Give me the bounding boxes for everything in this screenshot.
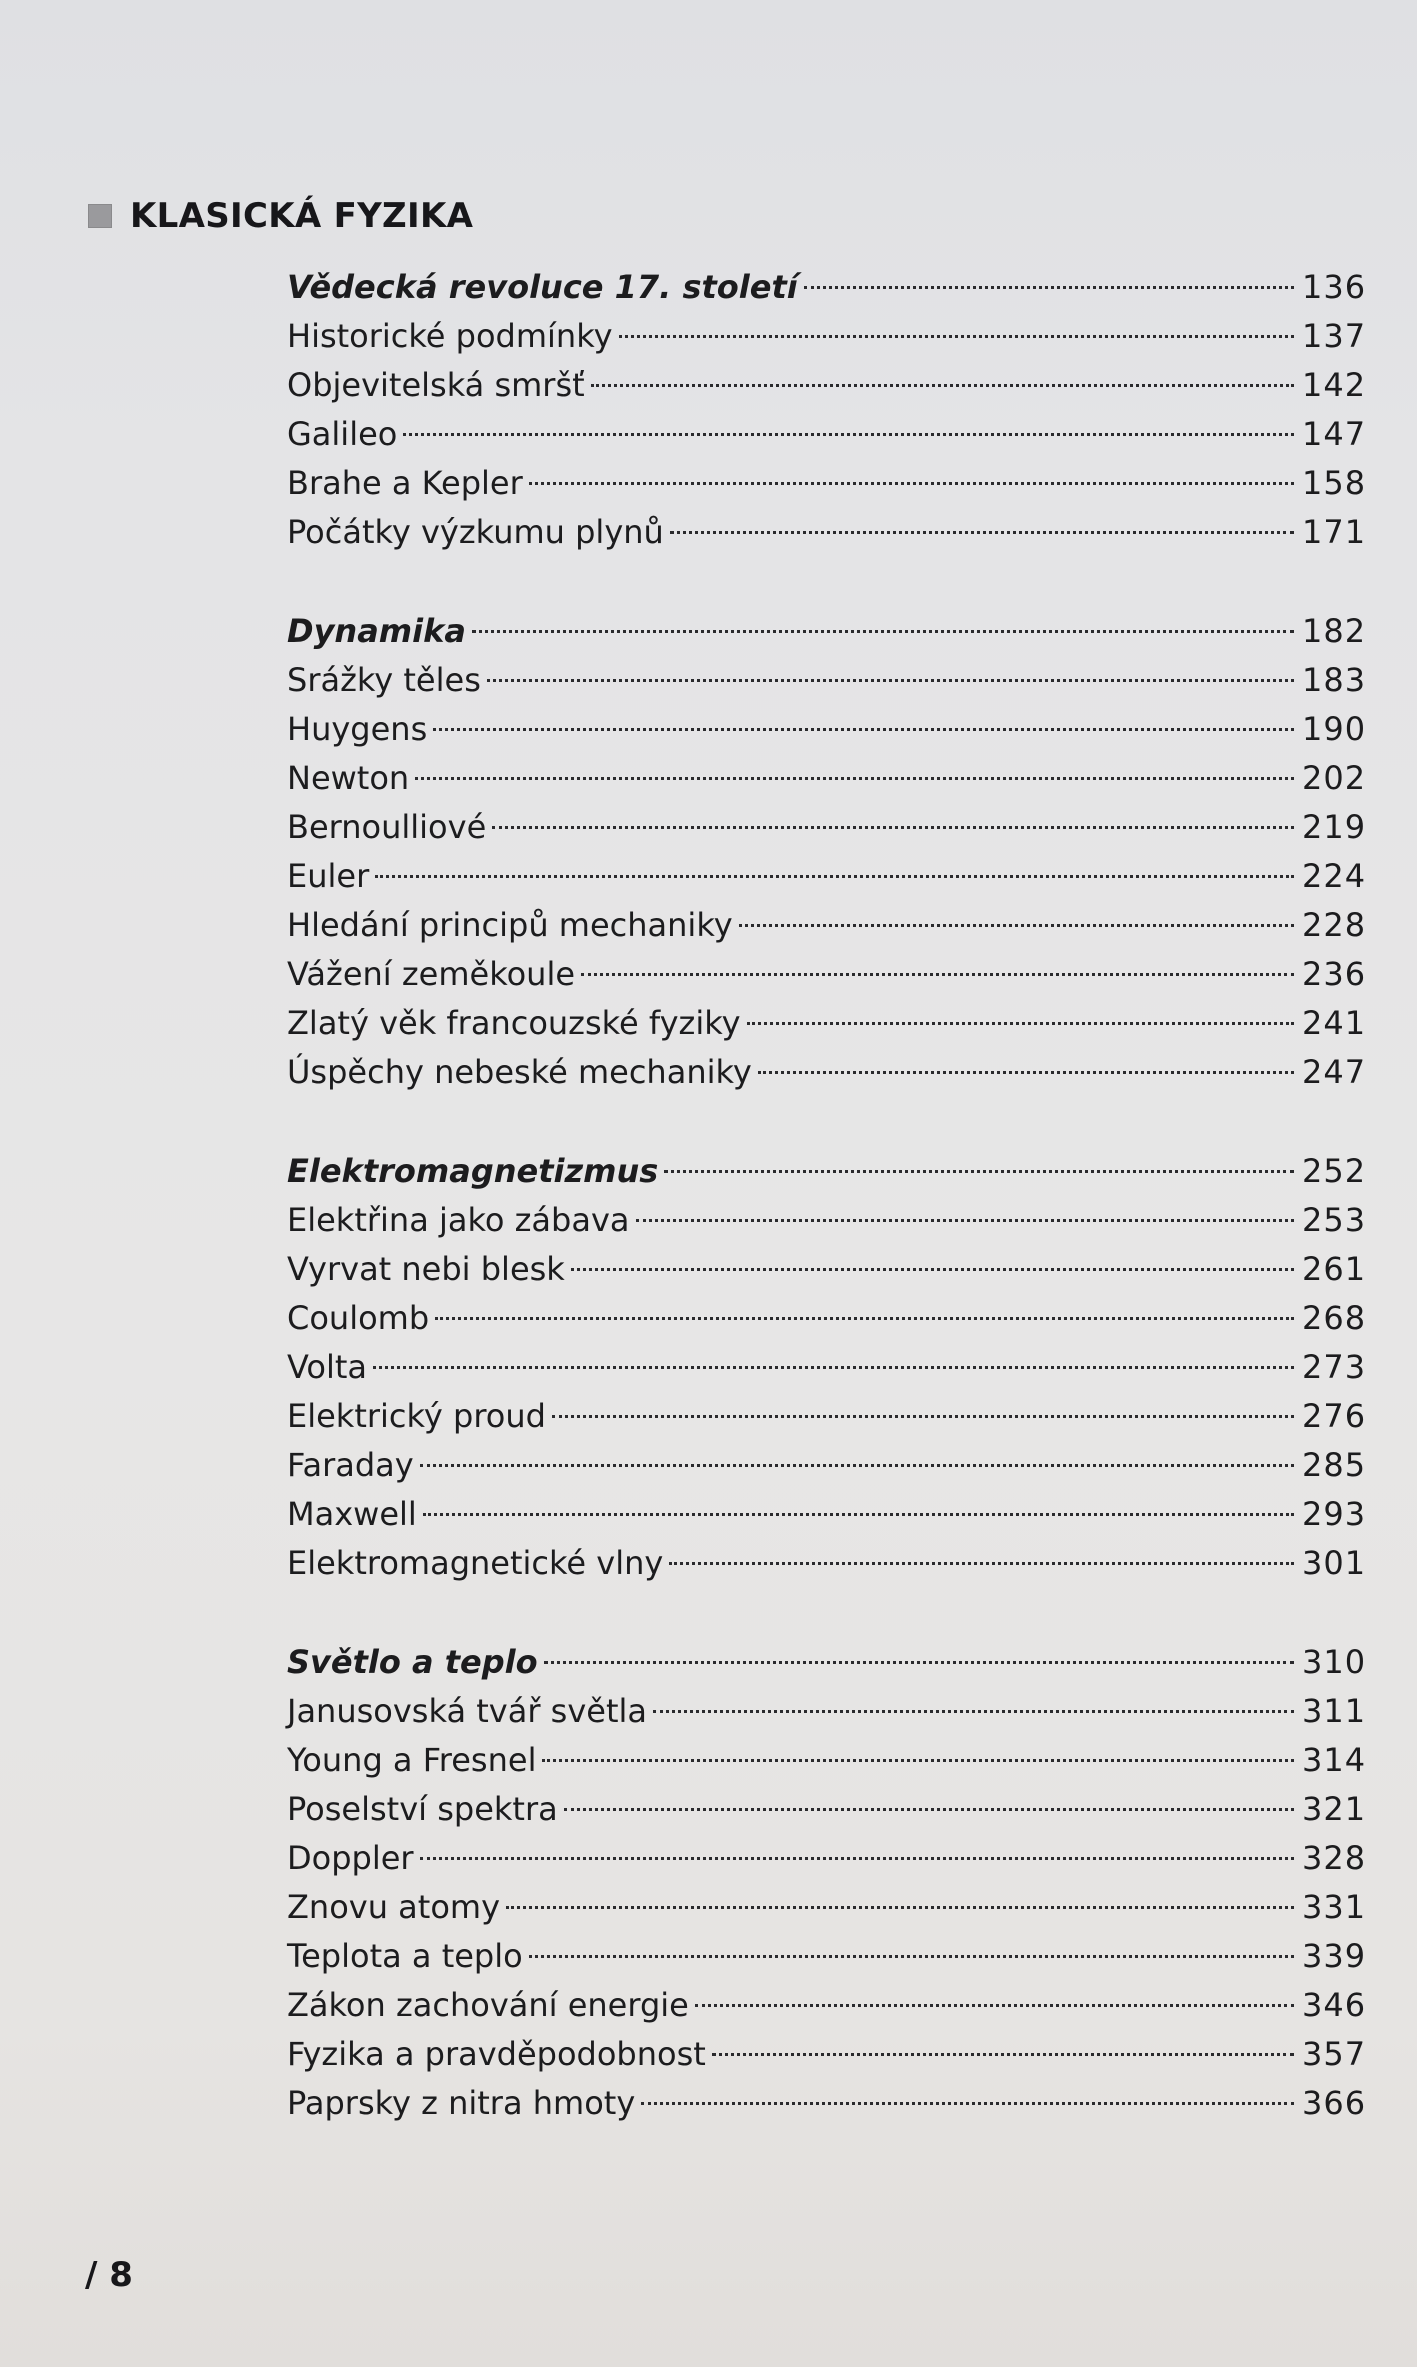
toc-entry bbox=[287, 1932, 1367, 1981]
toc-page-number: 328 bbox=[1302, 1839, 1367, 1877]
page-number: / 8 bbox=[85, 2255, 133, 2295]
toc-chapter-heading bbox=[287, 1638, 1367, 1687]
toc-page-number: 158 bbox=[1302, 464, 1367, 502]
toc-entry-title: Zlatý věk francouzské fyziky bbox=[287, 1004, 741, 1042]
toc-group bbox=[287, 607, 1367, 1097]
toc-page-number: 241 bbox=[1302, 1004, 1367, 1042]
toc-page-number: 366 bbox=[1302, 2084, 1367, 2122]
toc-entry-title: Galileo bbox=[287, 415, 398, 453]
toc-entry bbox=[287, 1736, 1367, 1785]
toc-entry-title: Objevitelská smršť bbox=[287, 366, 585, 404]
toc-entry-title: Vážení zeměkoule bbox=[287, 955, 576, 993]
dot-leader bbox=[669, 1562, 1294, 1565]
toc-entry bbox=[287, 1490, 1367, 1539]
toc-entry bbox=[287, 1048, 1367, 1097]
dot-leader bbox=[552, 1415, 1294, 1418]
toc-entry-title: Historické podmínky bbox=[287, 317, 613, 355]
table-of-contents bbox=[287, 263, 1367, 2178]
toc-entry-title: Coulomb bbox=[287, 1299, 430, 1337]
toc-page-number: 182 bbox=[1302, 612, 1367, 650]
toc-entry bbox=[287, 2030, 1367, 2079]
toc-entry bbox=[287, 1196, 1367, 1245]
dot-leader bbox=[581, 973, 1294, 976]
toc-page-number: 276 bbox=[1302, 1397, 1367, 1435]
dot-leader bbox=[542, 1759, 1294, 1762]
toc-page-number: 142 bbox=[1302, 366, 1367, 404]
toc-page-number: 136 bbox=[1302, 268, 1367, 306]
toc-page-number: 314 bbox=[1302, 1741, 1367, 1779]
dot-leader bbox=[747, 1022, 1294, 1025]
toc-entry bbox=[287, 1294, 1367, 1343]
toc-entry bbox=[287, 1883, 1367, 1932]
section-square-marker bbox=[88, 204, 112, 228]
toc-entry-title: Teplota a teplo bbox=[287, 1937, 523, 1975]
toc-entry-title: Počátky výzkumu plynů bbox=[287, 513, 664, 551]
dot-leader bbox=[435, 1317, 1294, 1320]
toc-page-number: 357 bbox=[1302, 2035, 1367, 2073]
toc-page-number: 293 bbox=[1302, 1495, 1367, 1533]
dot-leader bbox=[529, 482, 1294, 485]
toc-entry-title: Faraday bbox=[287, 1446, 414, 1484]
toc-page-number: 228 bbox=[1302, 906, 1367, 944]
dot-leader bbox=[415, 777, 1294, 780]
dot-leader bbox=[591, 384, 1294, 387]
toc-entry-title: Doppler bbox=[287, 1839, 414, 1877]
section-header bbox=[88, 196, 473, 236]
toc-page-number: 171 bbox=[1302, 513, 1367, 551]
toc-entry-title: Huygens bbox=[287, 710, 428, 748]
toc-page-number: 252 bbox=[1302, 1152, 1367, 1190]
toc-page-number: 147 bbox=[1302, 415, 1367, 453]
dot-leader bbox=[420, 1857, 1294, 1860]
toc-group bbox=[287, 263, 1367, 557]
toc-page-number: 236 bbox=[1302, 955, 1367, 993]
toc-entry-title: Hledání principů mechaniky bbox=[287, 906, 733, 944]
toc-page-number: 321 bbox=[1302, 1790, 1367, 1828]
dot-leader bbox=[420, 1464, 1294, 1467]
dot-leader bbox=[619, 335, 1294, 338]
toc-page-number: 183 bbox=[1302, 661, 1367, 699]
toc-page-number: 268 bbox=[1302, 1299, 1367, 1337]
toc-entry-title: Elektřina jako zábava bbox=[287, 1201, 630, 1239]
toc-page-number: 247 bbox=[1302, 1053, 1367, 1091]
toc-entry bbox=[287, 950, 1367, 999]
toc-entry-title: Poselství spektra bbox=[287, 1790, 558, 1828]
dot-leader bbox=[641, 2102, 1294, 2105]
toc-entry-title: Světlo a teplo bbox=[287, 1643, 538, 1681]
dot-leader bbox=[670, 531, 1294, 534]
toc-entry bbox=[287, 754, 1367, 803]
dot-leader bbox=[472, 630, 1294, 633]
dot-leader bbox=[433, 728, 1294, 731]
toc-entry bbox=[287, 803, 1367, 852]
dot-leader bbox=[375, 875, 1294, 878]
toc-group bbox=[287, 1147, 1367, 1588]
toc-entry bbox=[287, 1687, 1367, 1736]
dot-leader bbox=[664, 1170, 1294, 1173]
toc-entry-title: Euler bbox=[287, 857, 370, 895]
dot-leader bbox=[712, 2053, 1294, 2056]
toc-entry bbox=[287, 459, 1367, 508]
toc-entry bbox=[287, 312, 1367, 361]
toc-entry-title: Srážky těles bbox=[287, 661, 481, 699]
toc-entry bbox=[287, 852, 1367, 901]
toc-group bbox=[287, 1638, 1367, 2128]
toc-chapter-heading bbox=[287, 607, 1367, 656]
toc-entry bbox=[287, 1245, 1367, 1294]
toc-page-number: 202 bbox=[1302, 759, 1367, 797]
toc-entry-title: Zákon zachování energie bbox=[287, 1986, 689, 2024]
toc-entry-title: Fyzika a pravděpodobnost bbox=[287, 2035, 706, 2073]
toc-entry bbox=[287, 508, 1367, 557]
toc-entry bbox=[287, 2079, 1367, 2128]
toc-entry bbox=[287, 1834, 1367, 1883]
toc-page-number: 285 bbox=[1302, 1446, 1367, 1484]
toc-page-number: 273 bbox=[1302, 1348, 1367, 1386]
toc-page-number: 339 bbox=[1302, 1937, 1367, 1975]
toc-page-number: 190 bbox=[1302, 710, 1367, 748]
toc-entry-title: Paprsky z nitra hmoty bbox=[287, 2084, 636, 2122]
toc-page-number: 301 bbox=[1302, 1544, 1367, 1582]
toc-entry bbox=[287, 361, 1367, 410]
toc-entry-title: Vědecká revoluce 17. století bbox=[287, 268, 798, 306]
toc-entry bbox=[287, 705, 1367, 754]
toc-page-number: 310 bbox=[1302, 1643, 1367, 1681]
toc-entry bbox=[287, 1981, 1367, 2030]
toc-entry bbox=[287, 410, 1367, 459]
toc-entry bbox=[287, 999, 1367, 1048]
dot-leader bbox=[758, 1071, 1294, 1074]
toc-page-number: 219 bbox=[1302, 808, 1367, 846]
dot-leader bbox=[492, 826, 1294, 829]
toc-entry-title: Young a Fresnel bbox=[287, 1741, 537, 1779]
dot-leader bbox=[571, 1268, 1294, 1271]
toc-entry-title: Elektrický proud bbox=[287, 1397, 546, 1435]
dot-leader bbox=[804, 286, 1294, 289]
toc-entry bbox=[287, 1441, 1367, 1490]
toc-page-number: 346 bbox=[1302, 1986, 1367, 2024]
toc-entry-title: Elektromagnetické vlny bbox=[287, 1544, 664, 1582]
dot-leader bbox=[544, 1661, 1294, 1664]
toc-entry-title: Newton bbox=[287, 759, 410, 797]
toc-entry-title: Brahe a Kepler bbox=[287, 464, 523, 502]
toc-entry-title: Janusovská tvář světla bbox=[287, 1692, 647, 1730]
toc-page-number: 261 bbox=[1302, 1250, 1367, 1288]
section-title: KLASICKÁ FYZIKA bbox=[130, 196, 474, 236]
toc-chapter-heading bbox=[287, 263, 1367, 312]
dot-leader bbox=[739, 924, 1294, 927]
toc-entry-title: Dynamika bbox=[287, 612, 466, 650]
toc-entry bbox=[287, 656, 1367, 705]
toc-entry-title: Volta bbox=[287, 1348, 368, 1386]
toc-entry-title: Znovu atomy bbox=[287, 1888, 501, 1926]
toc-page-number: 311 bbox=[1302, 1692, 1367, 1730]
dot-leader bbox=[487, 679, 1294, 682]
toc-entry-title: Vyrvat nebi blesk bbox=[287, 1250, 565, 1288]
dot-leader bbox=[403, 433, 1294, 436]
toc-page-number: 331 bbox=[1302, 1888, 1367, 1926]
dot-leader bbox=[506, 1906, 1294, 1909]
toc-entry-title: Úspěchy nebeské mechaniky bbox=[287, 1053, 752, 1091]
toc-entry-title: Bernoulliové bbox=[287, 808, 487, 846]
toc-entry bbox=[287, 1785, 1367, 1834]
toc-entry bbox=[287, 1343, 1367, 1392]
dot-leader bbox=[653, 1710, 1294, 1713]
dot-leader bbox=[373, 1366, 1294, 1369]
toc-entry bbox=[287, 1392, 1367, 1441]
toc-entry-title: Maxwell bbox=[287, 1495, 417, 1533]
toc-entry bbox=[287, 901, 1367, 950]
dot-leader bbox=[636, 1219, 1295, 1222]
toc-page-number: 224 bbox=[1302, 857, 1367, 895]
dot-leader bbox=[423, 1513, 1294, 1516]
toc-page-number: 137 bbox=[1302, 317, 1367, 355]
toc-chapter-heading bbox=[287, 1147, 1367, 1196]
toc-entry-title: Elektromagnetizmus bbox=[287, 1152, 659, 1190]
toc-entry bbox=[287, 1539, 1367, 1588]
toc-page-number: 253 bbox=[1302, 1201, 1367, 1239]
dot-leader bbox=[564, 1808, 1294, 1811]
dot-leader bbox=[529, 1955, 1294, 1958]
dot-leader bbox=[695, 2004, 1294, 2007]
